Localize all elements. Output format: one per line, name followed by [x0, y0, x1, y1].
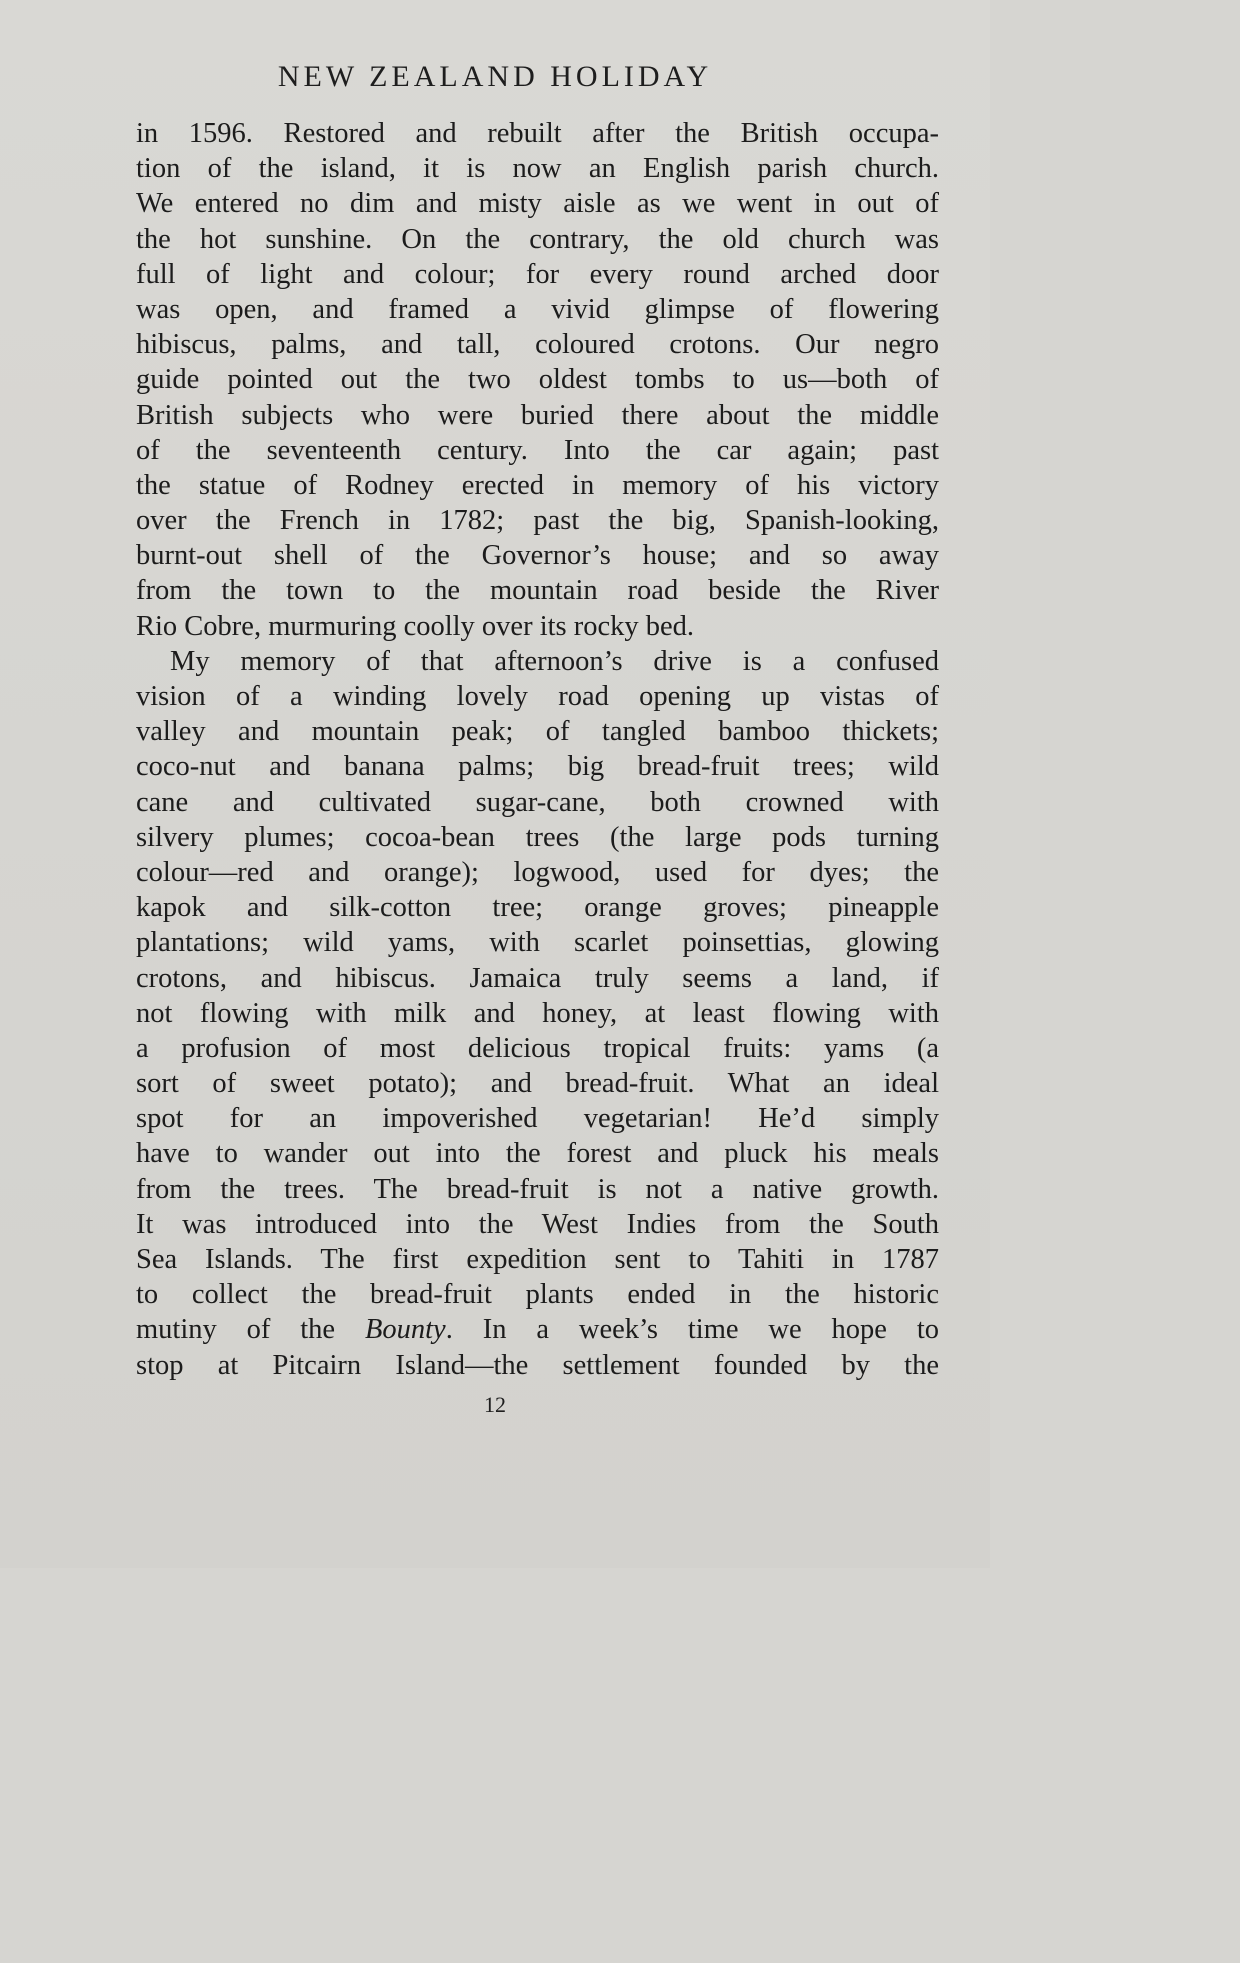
text-line: have to wander out into the forest and pluck his meals: [136, 1138, 939, 1170]
text-line: Rio Cobre, murmuring coolly over its rocky bed.: [136, 610, 695, 642]
text-line: in 1596. Restored and rebuilt after the British occupa-: [136, 118, 939, 149]
text-line: the hot sunshine. On the contrary, the old church was: [136, 223, 939, 255]
text-line: We entered no dim and misty aisle as we went in out of: [136, 188, 939, 220]
text-line: colour—red and orange); logwood, used for dyes; the: [136, 856, 939, 888]
running-head: NEW ZEALAND HOLIDAY: [277, 60, 713, 93]
text-line: cane and cultivated sugar-cane, both crowned with: [136, 786, 939, 818]
text-line: coco-nut and banana palms; big bread-fruit trees; wild: [136, 751, 939, 783]
text-line: of the seventeenth century. Into the car again; past: [136, 434, 939, 466]
body-text: [136, 116, 939, 1383]
text-line: hibiscus, palms, and tall, coloured crotons. Our negro: [136, 329, 939, 361]
text-line: silvery plumes; cocoa-bean trees (the large pods turning: [136, 821, 939, 853]
text-line: vision of a winding lovely road opening up vistas of: [136, 681, 939, 712]
text-line: stop at Pitcairn Island—the settlement founded by the: [136, 1349, 939, 1381]
paragraph-2: [136, 644, 939, 1383]
text-line: mutiny of the Bounty. In a week’s time we hope to: [136, 1314, 939, 1346]
text-line: My memory of that afternoon’s drive is a confused: [170, 645, 939, 677]
text-line: British subjects who were buried there about the middle: [136, 399, 939, 431]
text-line: not flowing with milk and honey, at least flowing with: [136, 997, 939, 1029]
text-line: It was introduced into the West Indies from the South: [136, 1208, 939, 1240]
text-line: from the town to the mountain road beside the River: [136, 575, 939, 607]
text-line: valley and mountain peak; of tangled bamboo thickets;: [136, 716, 939, 748]
text-line: was open, and framed a vivid glimpse of flowering: [136, 293, 939, 325]
text-line: full of light and colour; for every round arched door: [136, 258, 939, 290]
ship-name: Bounty: [364, 1314, 446, 1346]
page-number: 12: [484, 1392, 506, 1417]
text-line: plantations; wild yams, with scarlet poinsettias, glowing: [136, 927, 939, 959]
text-line: tion of the island, it is now an English parish church.: [136, 153, 939, 185]
text-line: from the trees. The bread-fruit is not a native growth.: [136, 1173, 939, 1205]
text-line: burnt-out shell of the Governor’s house; and so away: [136, 540, 939, 572]
text-line: over the French in 1782; past the big, Spanish-looking,: [136, 505, 939, 537]
text-line: a profusion of most delicious tropical fruits: yams (a: [136, 1032, 939, 1064]
text-line: to collect the bread-fruit plants ended in the historic: [136, 1279, 939, 1311]
text-line: sort of sweet potato); and bread-fruit. What an ideal: [136, 1068, 939, 1100]
text-line: spot for an impoverished vegetarian! He’d simply: [136, 1103, 939, 1135]
text-line: crotons, and hibiscus. Jamaica truly seems a land, if: [136, 962, 939, 994]
text-line: the statue of Rodney erected in memory of his victory: [136, 469, 939, 501]
text-line: guide pointed out the two oldest tombs to us—both of: [136, 364, 939, 396]
paragraph-1: [136, 116, 939, 644]
text-line: Sea Islands. The first expedition sent to Tahiti in 1787: [136, 1244, 939, 1275]
text-line: kapok and silk-cotton tree; orange groves; pineapple: [136, 892, 939, 924]
